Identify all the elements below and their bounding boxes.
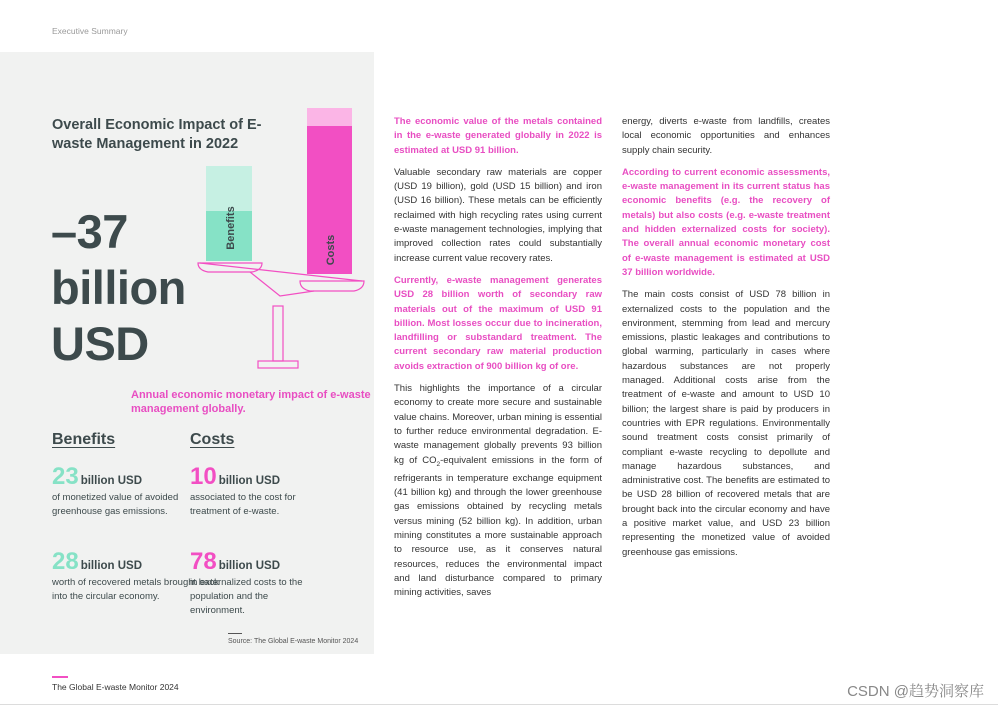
stat-description: worth of recovered metals brought back into the circular economy. — [52, 577, 219, 602]
scale-post — [273, 306, 283, 361]
right-pan — [300, 281, 364, 291]
running-header: Executive Summary — [52, 26, 128, 36]
watermark: CSDN @趋势洞察库 — [847, 683, 984, 700]
text-column-2 — [622, 115, 830, 568]
stat-number: 10 — [190, 463, 217, 490]
running-footer: The Global E-waste Monitor 2024 — [52, 682, 179, 692]
paragraph-highlight-1: The economic value of the metals contained in the e-waste generated globally in 2022 is estimated at USD 91 billion. — [394, 116, 602, 156]
paragraph: The main costs consist of USD 78 billion in externalized costs to the population and the environment, stemming from lead and mercury emissions, plastic leakages and contributions to global warming, particularly in cases where hazardous substances are not properly managed. Additional costs arise from the treatment of e-waste and amount to USD 10 billion; the largest share is paid by producers in countries with EPR regulations. Environmentally sound treatment costs consist primarily of compliant e-waste recycling to depollute and manage hazardous substances, and administrative cost. The benefits are estimated to be USD 28 billion of recovered metals that are brought back into the circular economy and have a positive market value, and USD 23 billion representing the monetized value of avoided greenhouse gas emissions. — [622, 289, 830, 558]
scale-base — [258, 361, 298, 368]
benefits-bar-label: Benefits — [225, 206, 237, 250]
benefits-heading: Benefits — [52, 431, 116, 448]
text-fragment: This highlights the importance of a circular economy to create more secure and sustainable value chains. Moreover, urban mining is essential to further reduce environmental degradation. E-waste management globally prevents 93 billion kg of CO — [394, 383, 602, 466]
source-divider — [228, 633, 242, 634]
text-fragment: -equivalent emissions in the form of refrigerants in temperature exchange equipment (41 billion kg) and through the lower greenhouse gas emissions obtained by recycling metals versus mining (52 billion kg). In addition, urban mining constitutes a more sustainable approach to resource use, as it conserves natural resources, reduces the environmental impact and land disturbance compared to primary mining activities, saves — [394, 454, 602, 599]
source-note: Source: The Global E-waste Monitor 2024 — [228, 638, 359, 645]
paragraph: Valuable secondary raw materials are copper (USD 19 billion), gold (USD 15 billion) and iron (USD 16 billion). These metals can be efficiently reclaimed with high recycling rates using current e-waste management technologies, implying that improved collection rates could substantially increase current value recovery rates. — [394, 166, 602, 264]
balance-scale-illustration — [190, 100, 370, 375]
big-figure-line-1: –37 — [51, 205, 128, 258]
paragraph-highlight-2: Currently, e-waste management generates USD 28 billion worth of secondary raw materials out of the maximum of USD 91 billion. Most losses occur due to incineration, landfilling or substandard treatment. The current secondary raw material production avoids extraction of 900 billion kg of ore. — [394, 274, 602, 372]
stat-number: 28 — [52, 548, 79, 575]
infographic-caption: Annual economic monetary impact of e-waste management globally. — [131, 389, 371, 415]
stat-unit: billion USD — [218, 560, 281, 572]
footer-accent-line — [52, 676, 68, 678]
paragraph — [394, 382, 602, 600]
page-edge — [0, 704, 998, 705]
stat-unit: billion USD — [218, 475, 281, 487]
stat-unit: billion USD — [80, 560, 143, 572]
cost-stat-1 — [190, 464, 310, 519]
cost-stat-2 — [190, 549, 310, 618]
stat-description: associated to the cost for treatment of e-waste. — [190, 492, 296, 517]
big-figure-line-2: billion — [51, 261, 186, 314]
costs-heading: Costs — [190, 431, 235, 448]
stat-description: in externalized costs to the population and the environment. — [190, 577, 303, 616]
infographic-title: Overall Economic Impact of E-waste Management in 2022 — [52, 117, 262, 152]
text-column-1 — [394, 115, 602, 608]
big-figure-line-3: USD — [51, 317, 149, 370]
subscript: 2 — [436, 460, 441, 468]
paragraph-highlight-3: According to current economic assessments, e-waste management in its current status has economic benefits (e.g. the recovery of metals) but also costs (e.g. e-waste treatment and hidden externalized costs for society). The overall annual economic monetary cost of e-waste management is estimated at USD 37 billion worldwide. — [622, 166, 830, 278]
stat-number: 78 — [190, 548, 217, 575]
costs-bar-label: Costs — [325, 234, 337, 266]
stat-unit: billion USD — [80, 475, 143, 487]
paragraph: energy, diverts e-waste from landfills, creates local economic opportunities and enhances supply chain security. — [622, 116, 830, 156]
stat-description: of monetized value of avoided greenhouse gas emissions. — [52, 492, 179, 517]
benefits-bar-top — [206, 166, 252, 211]
costs-bar-top — [307, 108, 352, 126]
stat-number: 23 — [52, 463, 79, 490]
